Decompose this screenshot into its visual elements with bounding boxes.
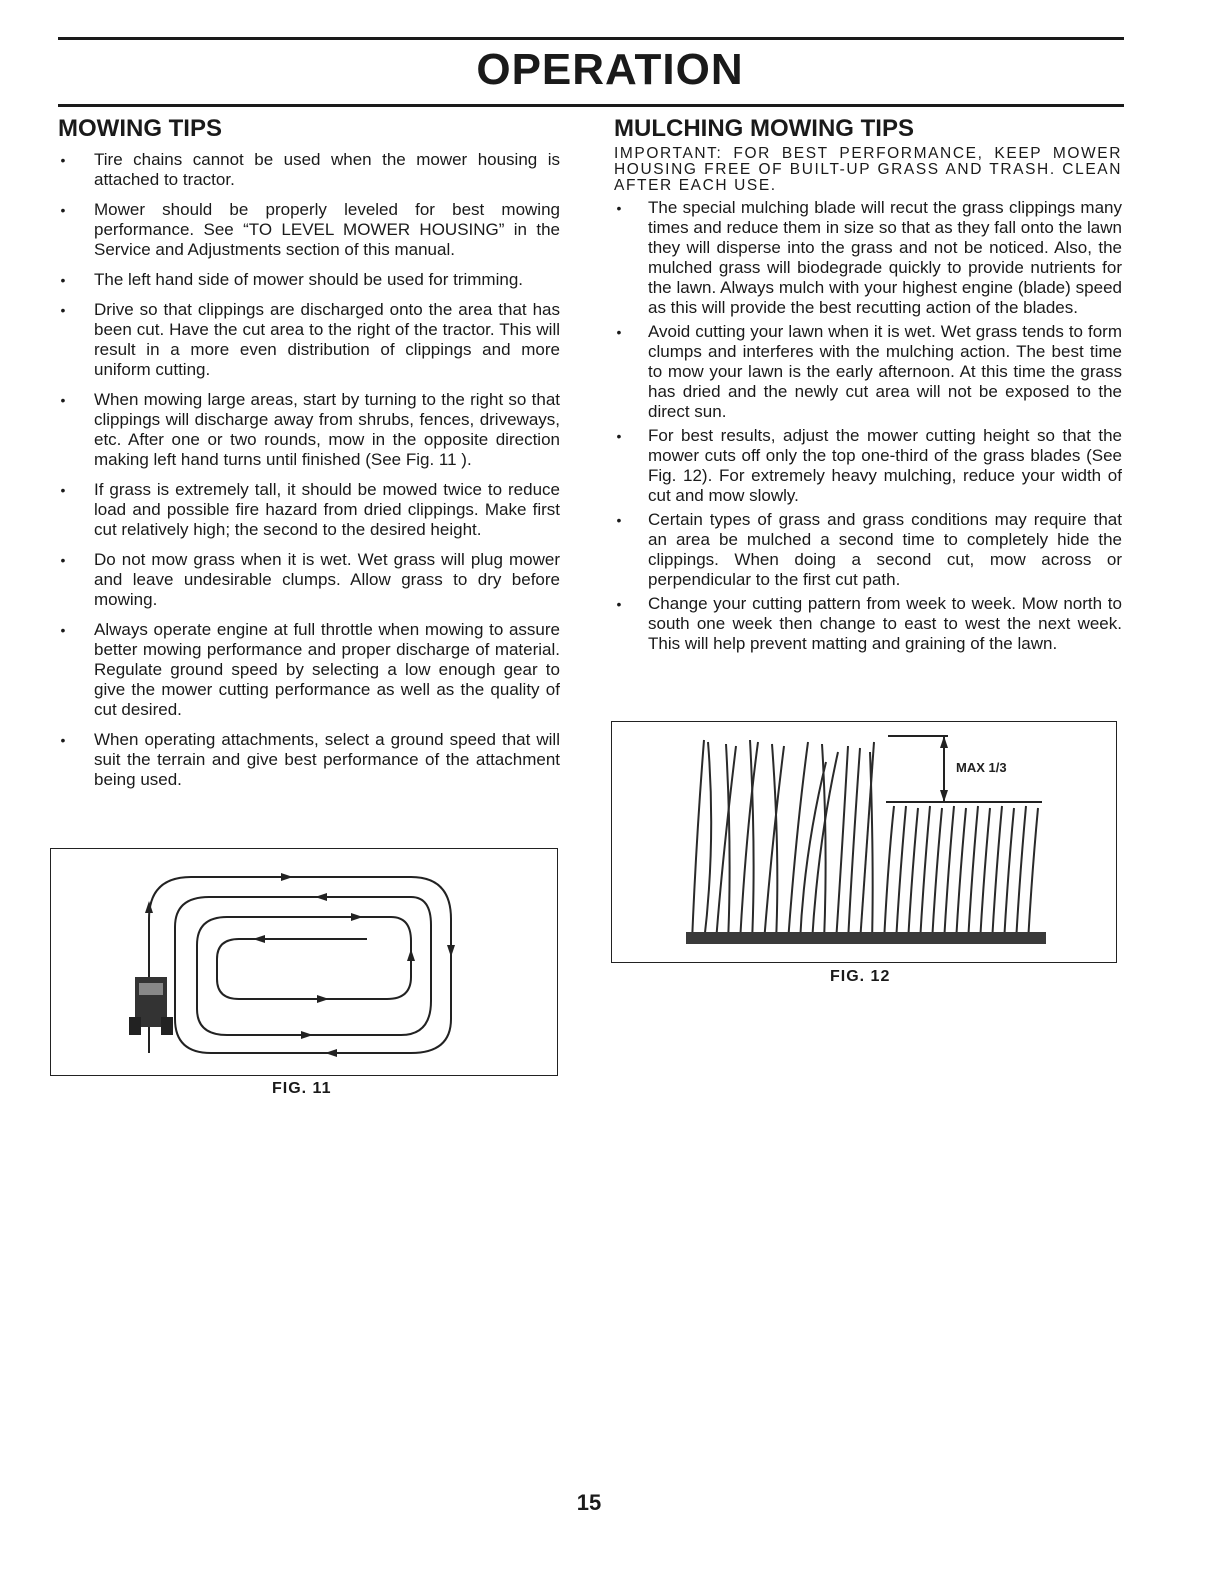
list-item [58, 150, 560, 190]
list-item [614, 322, 1122, 422]
fig12-grass-height [611, 721, 1117, 963]
tip-text: If grass is extremely tall, it should be mowed twice to reduce load and possible fire hazard from dried clippings. Make first cut relatively high; the second to the desired height. [94, 480, 560, 539]
arrow-right-icon [281, 873, 293, 881]
ground [686, 932, 1046, 944]
tip-text: Change your cutting pattern from week to week. Mow north to south one week then change to east to west the next week. This will help prevent matting and graining of the lawn. [648, 594, 1122, 653]
outer-path [149, 877, 451, 1053]
list-item [614, 510, 1122, 590]
bullet-icon: • [616, 324, 622, 340]
arrow-right-icon [317, 995, 329, 1003]
bullet-icon: • [60, 302, 66, 318]
tip-text: Avoid cutting your lawn when it is wet. Wet grass tends to form clumps and interferes with the mulching action. The best time to mow your lawn is the early afternoon. At this time the grass has dried and the newly cut area will not be exposed to the direct sun. [648, 322, 1122, 421]
grass-blade [884, 806, 894, 942]
grass-blade [788, 742, 808, 942]
grass-blade [980, 808, 990, 942]
arrow-left-icon [253, 935, 265, 943]
bullet-icon: • [60, 622, 66, 638]
bullet-icon: • [60, 482, 66, 498]
bullet-icon: • [616, 512, 622, 528]
grass-blade [848, 748, 860, 942]
page-title: OPERATION [476, 45, 744, 94]
grass-blade [920, 806, 930, 942]
mowing-tips-list [58, 150, 560, 790]
grass-blade [956, 808, 966, 942]
list-item [58, 390, 560, 470]
grass-blade [908, 808, 918, 942]
list-item [58, 550, 560, 610]
tip-text: Mower should be properly leveled for best mowing performance. See “TO LEVEL MOWER HOUSING” in the Service and Adjustments section of this manual. [94, 200, 560, 259]
list-item [58, 730, 560, 790]
important-notice: IMPORTANT: FOR BEST PERFORMANCE, KEEP MOWER HOUSING FREE OF BUILT-UP GRASS AND TRASH. CLEAN AFTER EACH USE. [614, 145, 1122, 194]
tip-text: Certain types of grass and grass conditions may require that an area be mulched a second time to completely hide the clippings. When doing a second cut, mow across or perpendicular to the first cut path. [648, 510, 1122, 589]
bullet-icon: • [60, 152, 66, 168]
tip-text: Always operate engine at full throttle when mowing to assure better mowing performance and proper discharge of material. Regulate ground speed by selecting a low enough gear to give the mower cutting performance as well as the quality of cut desired. [94, 620, 560, 719]
grass-illustration [612, 722, 1116, 962]
tip-text: The special mulching blade will recut the grass clippings many times and reduce them in size so that as they fall onto the lawn they will disperse into the grass and not be noticed. Also, the mulched grass will biodegrade quickly to provide nutrients for the lawn. Always mulch with your highest engine (blade) speed as this will provide the best recutting action of the blades. [648, 198, 1122, 317]
bullet-icon: • [616, 596, 622, 612]
list-item [58, 200, 560, 260]
grass-blade [1016, 806, 1026, 942]
page-number: 15 [576, 1490, 602, 1515]
fig12-caption: FIG. 12 [830, 968, 891, 985]
fig11-mowing-pattern [50, 848, 558, 1076]
grass-blade [836, 746, 848, 942]
arrow-left-icon [315, 893, 327, 901]
list-item [614, 198, 1122, 318]
max-label: MAX 1/3 [956, 760, 1007, 775]
bullet-icon: • [60, 552, 66, 568]
tip-text: Tire chains cannot be used when the mower housing is attached to tractor. [94, 150, 560, 189]
grass-blade [726, 744, 730, 942]
grass-blade [692, 740, 704, 942]
arrow-left-icon [325, 1049, 337, 1057]
bullet-icon: • [616, 200, 622, 216]
bullet-icon: • [60, 392, 66, 408]
grass-blade [716, 746, 736, 942]
mowing-pattern-diagram [51, 849, 557, 1075]
mulching-tips-heading: MULCHING MOWING TIPS [614, 115, 914, 142]
list-item [614, 426, 1122, 506]
mowing-tips-column [58, 114, 560, 800]
tip-text: For best results, adjust the mower cutting height so that the mower cuts off only the top one-third of the grass blades (See Fig. 12). For extremely heavy mulching, reduce your width of cut and mow slowly. [648, 426, 1122, 505]
tip-text: When operating attachments, select a ground speed that will suit the terrain and give best performance of the attachment being used. [94, 730, 560, 789]
bullet-icon: • [60, 272, 66, 288]
arrow-down-icon [447, 945, 455, 957]
grass-blade [740, 742, 758, 942]
bullet-icon: • [60, 202, 66, 218]
mowing-tips-heading: MOWING TIPS [58, 115, 222, 142]
arrow-right-icon [301, 1031, 313, 1039]
grass-blade [704, 742, 711, 942]
tip-text: The left hand side of mower should be used for trimming. [94, 270, 523, 289]
mulching-tips-column [614, 114, 1122, 658]
tip-text: Drive so that clippings are discharged onto the area that has been cut. Have the cut area to the right of the tractor. This will result in a more even distribution of clippings and more uniform cutting. [94, 300, 560, 379]
top-rule [58, 37, 1124, 40]
grass-blade [968, 806, 978, 942]
grass-blade [1028, 808, 1038, 942]
arrow-up-icon [940, 736, 948, 748]
grass-blade [750, 740, 754, 942]
list-item [58, 270, 560, 290]
list-item [58, 300, 560, 380]
tip-text: When mowing large areas, start by turning to the right so that clippings will discharge away from shrubs, fences, driveways, etc. After one or two rounds, mow in the opposite direction making left hand turns until finished (See Fig. 11 ). [94, 390, 560, 469]
arrow-up-icon [407, 949, 415, 961]
grass-blade [992, 806, 1002, 942]
tractor-icon [129, 977, 173, 1035]
grass-blade [932, 808, 942, 942]
grass-blade [896, 806, 906, 942]
title-rule [58, 104, 1124, 107]
grass-blade [944, 806, 954, 942]
list-item [58, 620, 560, 720]
mulching-tips-list [614, 198, 1122, 654]
list-item [614, 594, 1122, 654]
bullet-icon: • [60, 732, 66, 748]
tip-text: Do not mow grass when it is wet. Wet grass will plug mower and leave undesirable clumps. Allow grass to dry before mowing. [94, 550, 560, 609]
fig11-caption: FIG. 11 [272, 1080, 332, 1097]
arrow-right-icon [351, 913, 363, 921]
list-item [58, 480, 560, 540]
grass-blade [1004, 808, 1014, 942]
bullet-icon: • [616, 428, 622, 444]
arrow-down-icon [940, 790, 948, 802]
